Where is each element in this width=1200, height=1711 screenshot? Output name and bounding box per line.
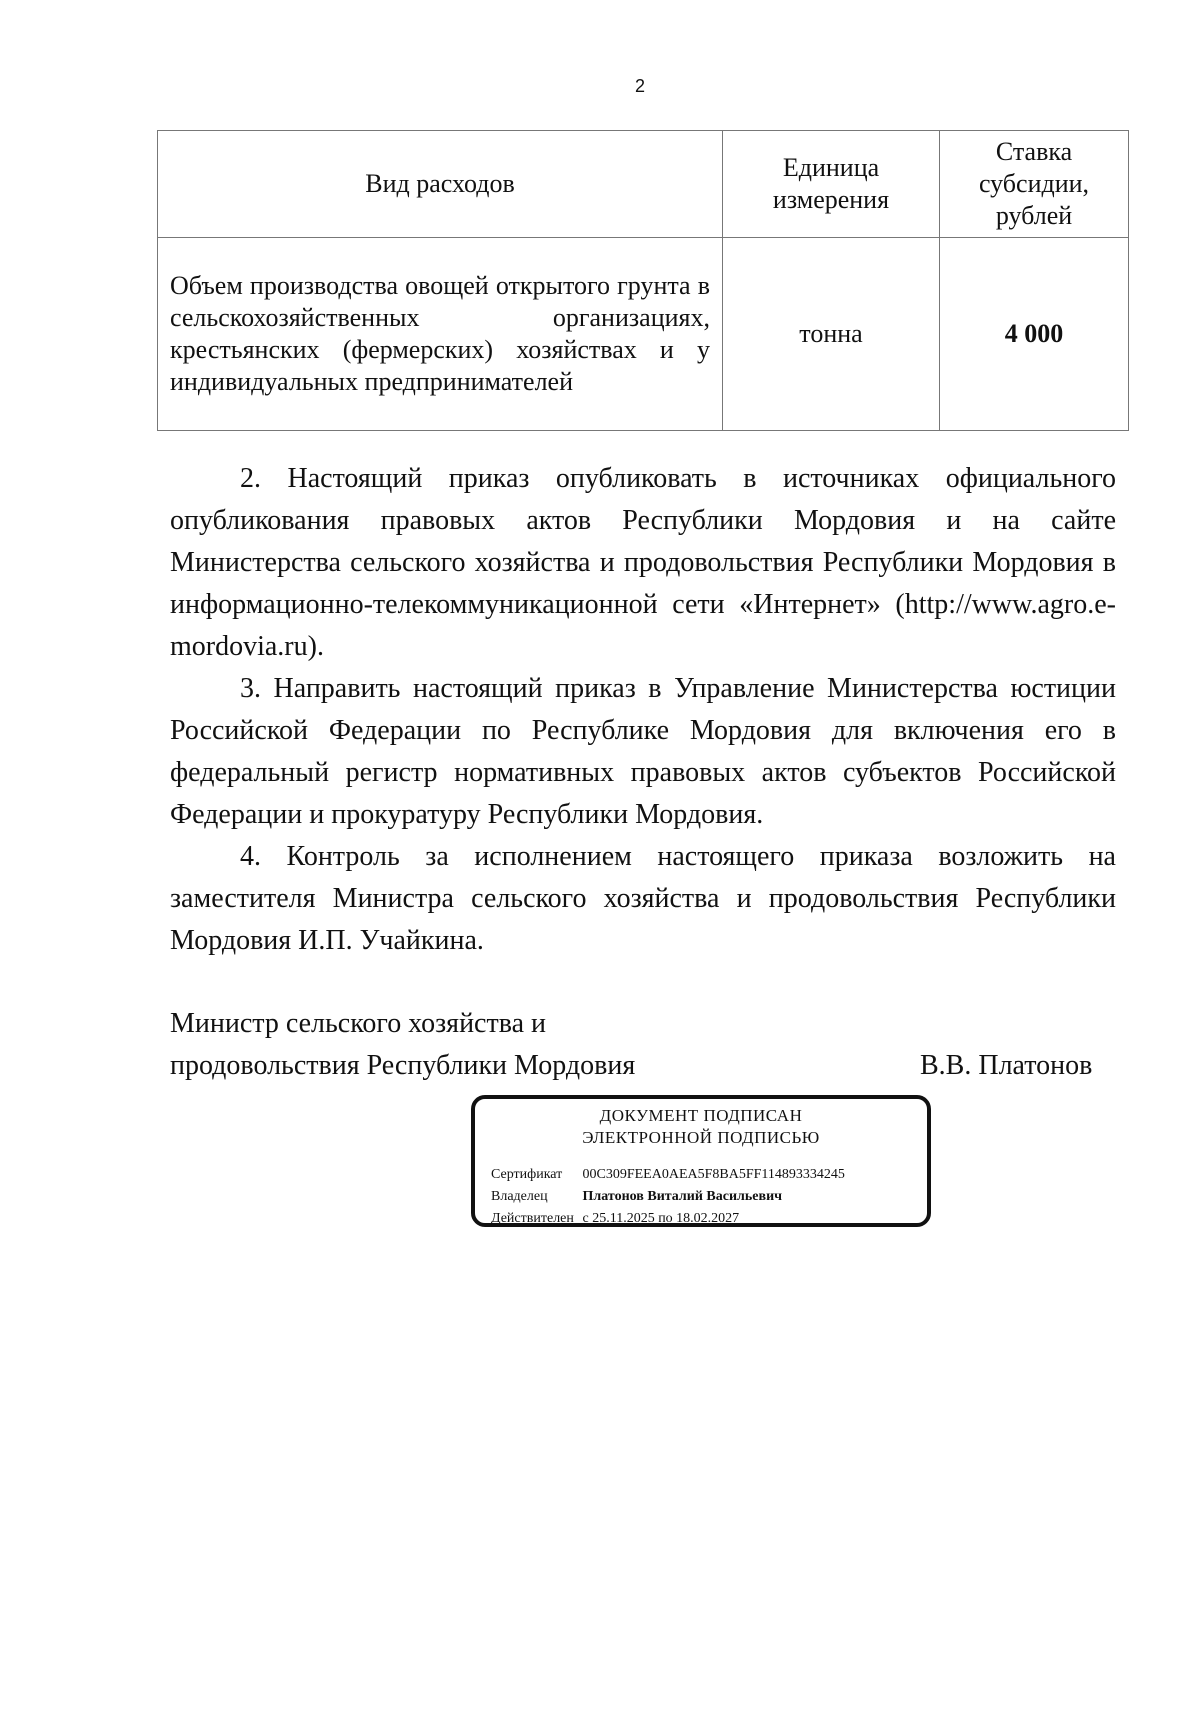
stamp-owner-row: [491, 1189, 782, 1205]
subsidy-rates-table: [157, 130, 1129, 431]
signer-position: [170, 1003, 635, 1087]
header-rate: Ставка субсидии, рублей: [940, 131, 1129, 238]
stamp-owner-value: Платонов Виталий Васильевич: [582, 1189, 783, 1204]
stamp-header: [475, 1105, 927, 1149]
electronic-signature-stamp: [471, 1095, 931, 1227]
signer-position-line2: продовольствия Республики Мордовия: [170, 1050, 636, 1081]
page-number: 2: [634, 76, 645, 96]
stamp-certificate-value: 00C309FEEA0AEA5F8BA5FF114893334245: [582, 1167, 845, 1182]
stamp-header-line1: ДОКУМЕНТ ПОДПИСАН: [599, 1106, 803, 1125]
header-expense-type: Вид расходов: [158, 131, 723, 238]
cell-unit: тонна: [723, 238, 940, 431]
stamp-owner-label: Владелец: [491, 1189, 548, 1204]
stamp-validity-row: [491, 1211, 739, 1227]
stamp-certificate-row: [491, 1167, 845, 1183]
signer-name: В.В. Платонов: [920, 1050, 1093, 1081]
cell-rate: 4 000: [940, 238, 1129, 431]
signer-position-line1: Министр сельского хозяйства и: [170, 1008, 546, 1039]
header-unit: Единица измерения: [723, 131, 940, 238]
paragraph-publish: 2. Настоящий приказ опубликовать в источниках официального опубликования правовых актов Республики Мордовия и на сайте Министерства сельского хозяйства и продовольствия Республики Мордовия в информационно-телекоммуникационной сети «Интернет» (http://www.agro.e-mordovia.ru).: [170, 463, 1116, 662]
stamp-certificate-label: Сертификат: [491, 1167, 563, 1182]
stamp-validity-value: с 25.11.2025 по 18.02.2027: [582, 1211, 740, 1226]
table-row: [158, 238, 1129, 431]
paragraph-control: 4. Контроль за исполнением настоящего приказа возложить на заместителя Министра сельского хозяйства и продовольствия Республики Мордовия И.П. Учайкина.: [170, 841, 1116, 956]
paragraph-register: 3. Направить настоящий приказ в Управление Министерства юстиции Российской Федерации по Республике Мордовия для включения его в федеральный регистр нормативных правовых актов субъектов Российской Федерации и прокуратуру Республики Мордовия.: [170, 673, 1116, 830]
cell-expense-type: Объем производства овощей открытого грунта в сельскохозяйственных организациях, крестьянских (фермерских) хозяйствах и у индивидуальных предпринимателей: [158, 238, 723, 431]
stamp-header-line2: ЭЛЕКТРОННОЙ ПОДПИСЬЮ: [582, 1128, 820, 1147]
table-header-row: [158, 131, 1129, 238]
stamp-validity-label: Действителен: [491, 1211, 574, 1226]
